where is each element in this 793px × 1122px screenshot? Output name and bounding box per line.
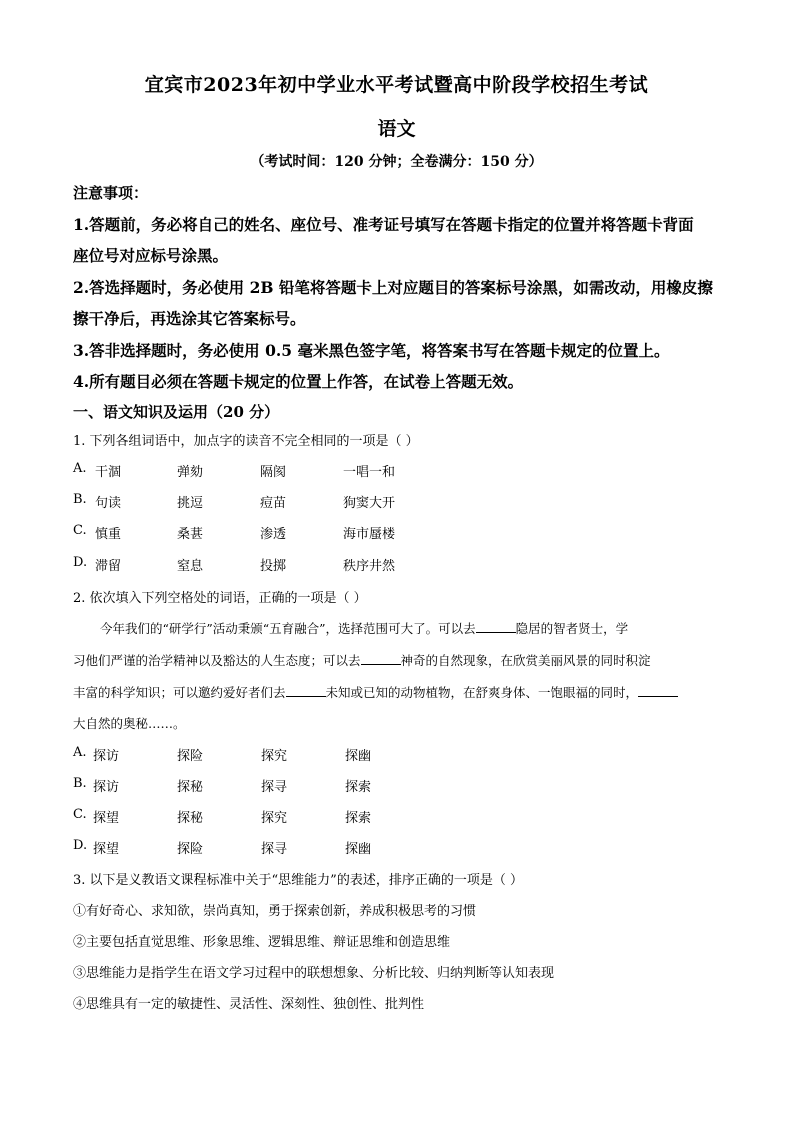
option-word: 探访 xyxy=(93,780,120,795)
passage-text: 丰富的科学知识；可以邀约爱好者们去 xyxy=(73,685,286,700)
option-word: 探幽 xyxy=(345,749,372,764)
option-word: 探险 xyxy=(177,842,204,857)
passage-text: 未知或已知的动物植物，在舒爽身体、一饱眼福的同时， xyxy=(325,685,639,700)
option-word: 一唱一和 xyxy=(343,465,396,480)
q3-statement-4: ④思维具有一定的敏捷性、灵活性、深刻性、独创性、批判性 xyxy=(73,997,425,1012)
q1-stem: 1. 下列各组词语中，加点字的读音不完全相同的一项是（ ） xyxy=(73,434,419,449)
option-word: 痘苗 xyxy=(260,496,287,511)
notice-item-3: 3.答非选择题时，务必使用 0.5 毫米黑色签字笔，将答案书写在答题卡规定的位置上。 xyxy=(73,341,670,360)
option-word: 探究 xyxy=(261,749,288,764)
option-letter: A. xyxy=(73,745,87,760)
option-word: 探索 xyxy=(345,811,372,826)
option-word: 窒息 xyxy=(177,559,204,574)
q3-statement-3: ③思维能力是指学生在语文学习过程中的联想想象、分析比较、归纳判断等认知表现 xyxy=(73,966,555,981)
q3-stem: 3. 以下是义教语文课程标准中关于“思维能力”的表述，排序正确的一项是（ ） xyxy=(73,873,523,888)
answer-blank xyxy=(361,652,401,665)
option-letter: A. xyxy=(73,461,87,476)
passage-text: 神奇的自然现象，在欣赏美丽风景的同时积淀 xyxy=(400,653,651,668)
q2-stem: 2. 依次填入下列空格处的词语，正确的一项是（ ） xyxy=(73,591,367,606)
option-word: 挑逗 xyxy=(177,496,204,511)
option-word: 探寻 xyxy=(261,842,288,857)
option-word: 滞留 xyxy=(95,559,122,574)
option-word: 狗窦大开 xyxy=(343,496,396,511)
passage-text: 今年我们的“研学行”活动秉颁“五育融合”，选择范围可大了。可以去 xyxy=(100,621,476,636)
option-word: 探寻 xyxy=(261,780,288,795)
option-letter: C. xyxy=(73,807,87,822)
q2-passage-line-4: 大自然的奥秘……。 xyxy=(73,716,186,731)
exam-info: （考试时间：120 分钟；全卷满分：150 分） xyxy=(250,154,543,170)
option-letter: D. xyxy=(73,555,88,570)
option-word: 探幽 xyxy=(345,842,372,857)
answer-blank xyxy=(476,620,516,633)
option-word: 探究 xyxy=(261,811,288,826)
exam-title: 宜宾市2023年初中学业水平考试暨高中阶段学校招生考试 xyxy=(144,74,649,96)
notice-item-2-cont: 擦干净后，再选涂其它答案标号。 xyxy=(73,309,306,328)
option-word: 探秘 xyxy=(177,780,204,795)
option-word: 干涸 xyxy=(95,465,122,480)
notice-heading: 注意事项： xyxy=(73,184,149,202)
option-word: 探险 xyxy=(177,749,204,764)
option-word: 探望 xyxy=(93,811,120,826)
passage-text: 习他们严谨的治学精神以及豁达的人生态度；可以去 xyxy=(73,653,361,668)
answer-blank xyxy=(638,684,678,697)
q3-statement-1: ①有好奇心、求知欲，崇尚真知，勇于探索创新，养成积极思考的习惯 xyxy=(73,904,477,919)
q2-passage-line-1 xyxy=(100,619,750,637)
option-word: 桑葚 xyxy=(177,527,204,542)
notice-item-4: 4.所有题目必须在答题卡规定的位置上作答，在试卷上答题无效。 xyxy=(73,372,524,391)
answer-blank xyxy=(286,684,326,697)
option-word: 渗透 xyxy=(260,527,287,542)
option-word: 探索 xyxy=(345,780,372,795)
option-word: 海市蜃楼 xyxy=(343,527,396,542)
notice-item-2: 2.答选择题时，务必使用 2B 铅笔将答题卡上对应题目的答案标号涂黑，如需改动，用橡皮擦 xyxy=(73,278,713,297)
notice-item-1-cont: 座位号对应标号涂黑。 xyxy=(73,246,229,265)
q2-passage-line-2 xyxy=(73,651,723,669)
notice-item-1: 1.答题前，务必将自己的姓名、座位号、准考证号填写在答题卡指定的位置并将答题卡背面 xyxy=(73,215,694,234)
option-word: 探访 xyxy=(93,749,120,764)
option-word: 投掷 xyxy=(260,559,287,574)
option-word: 探秘 xyxy=(177,811,204,826)
section-heading: 一、语文知识及运用（20 分） xyxy=(73,403,280,421)
option-word: 隔阂 xyxy=(260,465,287,480)
subject-title: 语文 xyxy=(377,118,416,140)
option-word: 慎重 xyxy=(95,527,122,542)
q2-passage-line-3 xyxy=(73,683,723,701)
option-word: 句读 xyxy=(95,496,122,511)
option-letter: C. xyxy=(73,523,87,538)
passage-text: 隐居的智者贤士，学 xyxy=(515,621,629,636)
q3-statement-2: ②主要包括直觉思维、形象思维、逻辑思维、辩证思维和创造思维 xyxy=(73,935,451,950)
option-word: 秩序井然 xyxy=(343,559,396,574)
option-word: 探望 xyxy=(93,842,120,857)
option-letter: B. xyxy=(73,776,87,791)
option-letter: B. xyxy=(73,492,87,507)
option-word: 弹劾 xyxy=(177,465,204,480)
option-letter: D. xyxy=(73,838,88,853)
